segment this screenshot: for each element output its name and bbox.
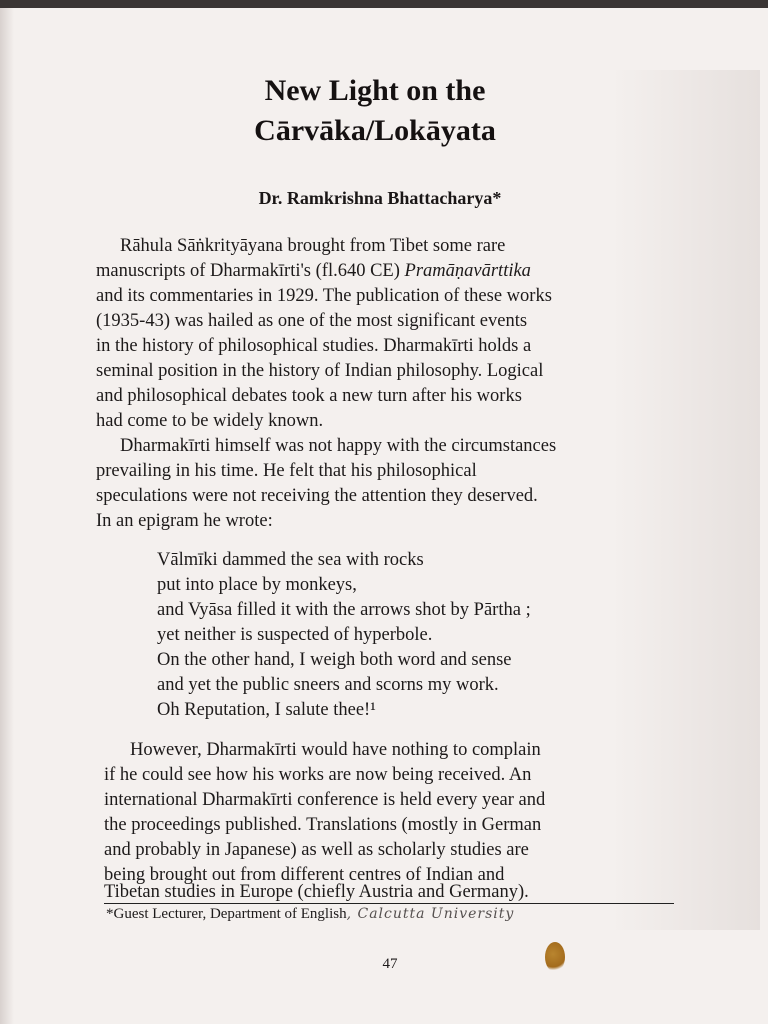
verse-line: and Vyāsa filled it with the arrows shot by Pārtha ; bbox=[157, 600, 531, 620]
paragraph-line: In an epigram he wrote: bbox=[96, 511, 273, 531]
paragraph-line: However, Dharmakīrti would have nothing to complain bbox=[130, 740, 541, 760]
paragraph-line: had come to be widely known. bbox=[96, 411, 324, 431]
text-span: manuscripts of Dharmakīrti's (fl.640 CE) bbox=[96, 261, 405, 281]
footnote-text: *Guest Lecturer, Department of English bbox=[106, 906, 347, 922]
paragraph-line: Rāhula Sāṅkrityāyana brought from Tibet some rare bbox=[120, 236, 506, 256]
verse-line: Vālmīki dammed the sea with rocks bbox=[157, 550, 424, 570]
scan-top-edge bbox=[0, 0, 768, 8]
paragraph-line: and probably in Japanese) as well as scholarly studies are bbox=[104, 840, 529, 860]
paragraph-line: being brought out from different centres of Indian and bbox=[104, 865, 505, 885]
paragraph-line bbox=[96, 259, 666, 283]
verse-line: On the other hand, I weigh both word and sense bbox=[157, 650, 512, 670]
paragraph-line: international Dharmakīrti conference is held every year and bbox=[104, 790, 546, 810]
paragraph-line: in the history of philosophical studies. Dharmakīrti holds a bbox=[96, 336, 532, 356]
verse-line: yet neither is suspected of hyperbole. bbox=[157, 625, 433, 645]
paragraph-line: seminal position in the history of Indian philosophy. Logical bbox=[96, 361, 544, 381]
article-title-line-1: New Light on the bbox=[264, 74, 486, 107]
paragraph-line: (1935-43) was hailed as one of the most significant events bbox=[96, 311, 528, 331]
paragraph-line: Dharmakīrti himself was not happy with the circumstances bbox=[120, 436, 557, 456]
footnote bbox=[106, 906, 514, 923]
paragraph-line: the proceedings published. Translations (mostly in German bbox=[104, 815, 542, 835]
paragraph-line: prevailing in his time. He felt that his philosophical bbox=[96, 461, 477, 481]
verse-line: Oh Reputation, I salute thee!¹ bbox=[157, 700, 376, 720]
paragraph-line: and its commentaries in 1929. The publication of these works bbox=[96, 286, 552, 306]
paragraph-line: and philosophical debates took a new turn after his works bbox=[96, 386, 522, 406]
article-title-line-2: Cārvāka/Lokāyata bbox=[254, 114, 496, 147]
work-title: Pramāṇavārttika bbox=[404, 261, 531, 281]
verse-line: and yet the public sneers and scorns my work. bbox=[157, 675, 499, 695]
paragraph-line: Tibetan studies in Europe (chiefly Austria and Germany). bbox=[104, 882, 529, 902]
handwritten-annotation: , Calcutta University bbox=[346, 906, 515, 922]
ink-stain bbox=[545, 942, 565, 972]
paragraph-line: if he could see how his works are now being received. An bbox=[104, 765, 532, 785]
author-byline: Dr. Ramkrishna Bhattacharya* bbox=[258, 188, 502, 208]
footnote-rule bbox=[104, 903, 674, 904]
page-spine-shadow bbox=[0, 8, 14, 1024]
page-number: 47 bbox=[382, 956, 398, 972]
verse-line: put into place by monkeys, bbox=[157, 575, 357, 595]
paragraph-line: speculations were not receiving the attention they deserved. bbox=[96, 486, 538, 506]
